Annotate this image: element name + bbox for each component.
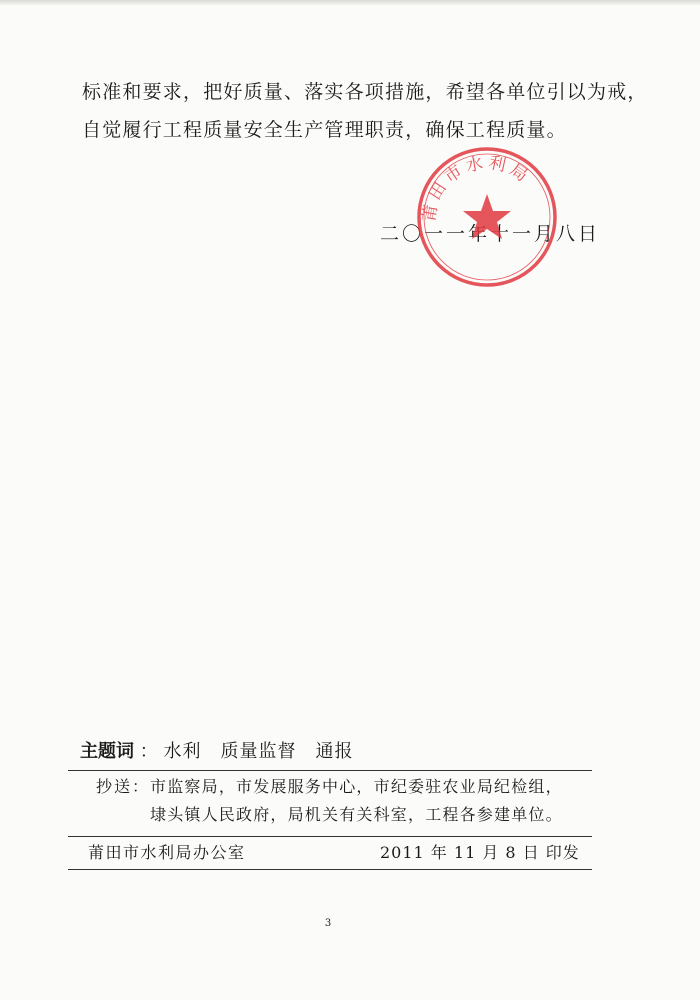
- issue-date: 2011 年 11 月 8 日 印发: [380, 843, 580, 862]
- keywords-label: 主题词: [80, 741, 134, 762]
- cc-line-2: 埭头镇人民政府，局机关有关科室，工程各参建单位。: [150, 805, 563, 824]
- cc-line-1: [96, 776, 563, 798]
- body-text-line-1: 标准和要求，把好质量、落实各项措施，希望各单位引以为戒，: [82, 81, 648, 103]
- footer-rule-middle: [68, 836, 592, 837]
- cc-recipients-1: 市监察局，市发展服务中心，市纪委驻农业局纪检组，: [150, 777, 563, 796]
- svg-text:莆田市水利局: 莆田市水利局: [419, 152, 535, 224]
- footer-rule-bottom: [68, 869, 592, 870]
- body-text-line-2: 自觉履行工程质量安全生产管理职责，确保工程质量。: [82, 119, 567, 141]
- cc-label: 抄送：: [96, 777, 151, 796]
- page-top-edge: [0, 0, 700, 6]
- issuing-office: 莆田市水利局办公室: [88, 843, 246, 862]
- signature-date: 二〇一一年十一月八日: [380, 223, 601, 245]
- keywords-separator: ：: [139, 741, 158, 762]
- page-number: 3: [324, 918, 332, 929]
- subject-keywords: [80, 740, 353, 764]
- official-seal-stamp: [412, 142, 562, 292]
- keywords-values: 水利 质量监督 通报: [163, 741, 354, 762]
- footer-rule-top: [68, 770, 592, 771]
